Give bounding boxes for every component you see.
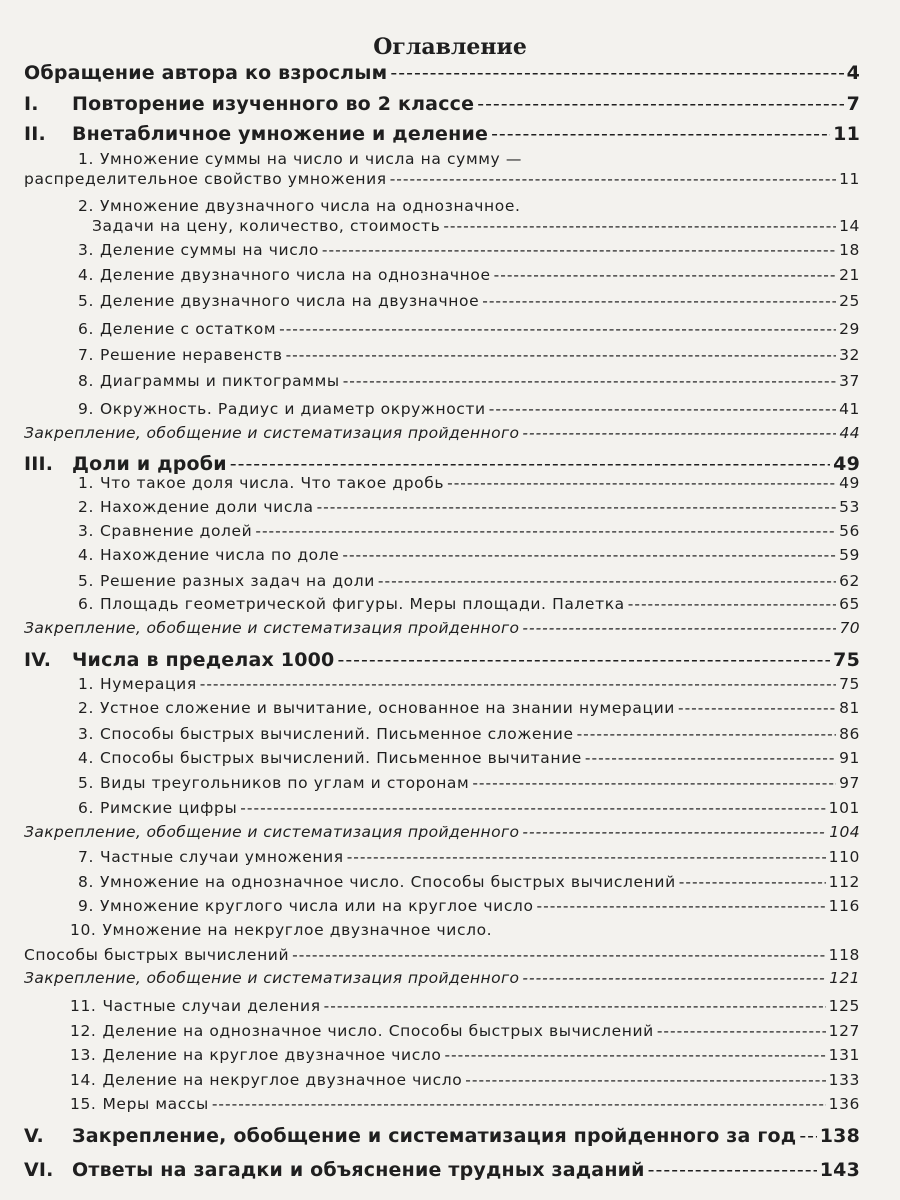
dot-leader <box>200 677 836 693</box>
toc-entry[interactable] <box>78 243 860 259</box>
toc-entry-title: Способы быстрых вычислений. Письменное вычитание <box>100 749 582 767</box>
dot-leader <box>322 243 836 259</box>
toc-entry[interactable] <box>78 548 860 564</box>
toc-entry-number: 6. <box>78 799 94 817</box>
dot-leader <box>628 597 836 613</box>
toc-entry[interactable] <box>78 294 860 310</box>
toc-entry-title: Доли и дроби <box>72 453 227 475</box>
toc-entry-title: Способы быстрых вычислений. Письменное сложение <box>100 725 574 743</box>
toc-entry-title: Закрепление, обобщение и систематизация пройденного <box>24 619 520 637</box>
toc-entry-page: 59 <box>839 546 860 564</box>
toc-entry-title: Закрепление, обобщение и систематизация пройденного <box>24 969 520 987</box>
toc-entry-page: 7 <box>846 93 860 115</box>
dot-leader <box>342 548 836 564</box>
toc-entry-page: 44 <box>839 424 860 442</box>
toc-entry[interactable] <box>24 172 860 188</box>
toc-entry-title: Числа в пределах 1000 <box>72 649 335 671</box>
dot-leader <box>472 776 836 792</box>
dot-leader <box>477 95 843 114</box>
dot-leader <box>679 875 826 891</box>
toc-entry[interactable] <box>78 899 860 915</box>
dot-leader <box>648 1161 817 1180</box>
toc-entry-page: 110 <box>828 848 860 866</box>
dot-leader <box>465 1073 825 1089</box>
toc-entry-page: 29 <box>839 320 860 338</box>
toc-entry-number: VI. <box>24 1159 54 1181</box>
toc-entry[interactable] <box>24 455 860 474</box>
toc-entry-page: 143 <box>819 1159 860 1181</box>
dot-leader <box>657 1024 826 1040</box>
toc-entry-number: 1. <box>78 675 94 693</box>
toc-entry-title: распределительное свойство умножения <box>24 170 387 188</box>
toc-entry-page: 86 <box>839 725 860 743</box>
toc-entry-title: Сравнение долей <box>100 522 253 540</box>
dot-leader <box>482 294 836 310</box>
toc-entry-number: 6. <box>78 595 94 613</box>
dot-leader <box>279 322 836 338</box>
toc-entry-number: 5. <box>78 292 94 310</box>
toc-entry-title: Окружность. Радиус и диаметр окружности <box>100 400 486 418</box>
toc-entry-page: 41 <box>839 400 860 418</box>
toc-entry-number: 3. <box>78 522 94 540</box>
toc-entry-number: 7. <box>78 346 94 364</box>
toc-entry-page: 75 <box>839 675 860 693</box>
toc-entry-page: 112 <box>828 873 860 891</box>
toc-entry-title: Деление на круглое двузначное число <box>102 1046 442 1064</box>
toc-entry[interactable] <box>78 751 860 767</box>
toc-entry-page: 131 <box>828 1046 860 1064</box>
toc-entry-page: 97 <box>839 774 860 792</box>
toc-entry-title: Умножение круглого числа или на круглое число <box>100 897 534 915</box>
toc-entry[interactable] <box>70 999 860 1015</box>
toc-entry-page: 75 <box>833 649 860 671</box>
toc-entry-page: 14 <box>839 217 860 235</box>
toc-entry[interactable] <box>78 199 860 215</box>
dot-leader <box>286 348 836 364</box>
toc-entry-page: 11 <box>833 123 860 145</box>
toc-entry-number: 8. <box>78 873 94 891</box>
dot-leader <box>230 455 830 474</box>
toc-entry-number: 2. <box>78 699 94 717</box>
toc-entry-title: Способы быстрых вычислений <box>24 946 290 964</box>
toc-entry-number: 13. <box>70 1046 97 1064</box>
dot-leader <box>240 801 825 817</box>
toc-entry[interactable] <box>70 1024 860 1040</box>
toc-entry[interactable] <box>78 402 860 418</box>
toc-entry-title: Нахождение доли числа <box>100 498 314 516</box>
dot-leader <box>292 948 825 964</box>
toc-entry-page: 49 <box>839 474 860 492</box>
toc-entry-page: 21 <box>839 266 860 284</box>
toc-entry-number: III. <box>24 453 54 475</box>
toc-entry-number: 15. <box>70 1095 97 1113</box>
toc-entry-page: 37 <box>839 372 860 390</box>
dot-leader <box>522 621 836 637</box>
toc-entry-title: Нахождение числа по доле <box>100 546 340 564</box>
toc-entry[interactable] <box>78 701 860 717</box>
toc-entry[interactable] <box>24 426 860 442</box>
toc-entry-page: 133 <box>828 1071 860 1089</box>
toc-entry[interactable] <box>70 1048 860 1064</box>
toc-entry-number: 4. <box>78 266 94 284</box>
toc-entry-title: Ответы на загадки и объяснение трудных заданий <box>72 1159 645 1181</box>
dot-leader <box>494 268 836 284</box>
toc-entry-title: Закрепление, обобщение и систематизация пройденного <box>24 424 520 442</box>
toc-entry-page: 70 <box>839 619 860 637</box>
toc-entry-number: 9. <box>78 400 94 418</box>
toc-entry[interactable] <box>78 850 860 866</box>
toc-entry-title: Деление суммы на число <box>100 241 319 259</box>
toc-entry-title: Меры массы <box>102 1095 209 1113</box>
toc-entry[interactable] <box>78 776 860 792</box>
toc-entry-title: Что такое доля числа. Что такое дробь <box>100 474 445 492</box>
dot-leader <box>324 999 826 1015</box>
toc-entry[interactable] <box>24 825 860 841</box>
toc-entry-number: 1. <box>78 474 94 492</box>
toc-entry-title: Задачи на цену, количество, стоимость <box>92 217 441 235</box>
toc-entry-number: 2. <box>78 197 94 215</box>
dot-leader <box>522 971 826 987</box>
toc-entry-page: 121 <box>829 969 860 987</box>
dot-leader <box>577 727 836 743</box>
toc-entry-number: 11. <box>70 997 97 1015</box>
toc-entry-number: 4. <box>78 749 94 767</box>
toc-entry[interactable] <box>78 476 860 492</box>
toc-entry-title: Внетабличное умножение и деление <box>72 123 489 145</box>
dot-leader <box>255 524 836 540</box>
toc-entry-page: 18 <box>839 241 860 259</box>
dot-leader <box>317 500 837 516</box>
toc-entry[interactable] <box>78 268 860 284</box>
toc-entry[interactable] <box>24 95 860 114</box>
dot-leader <box>678 701 836 717</box>
toc-entry-page: 125 <box>828 997 860 1015</box>
toc-entry-page: 4 <box>846 62 860 84</box>
toc-entry-title: Диаграммы и пиктограммы <box>100 372 340 390</box>
toc-entry-number: 14. <box>70 1071 97 1089</box>
toc-entry-title: Умножение на однозначное число. Способы быстрых вычислений <box>100 873 676 891</box>
dot-leader <box>447 476 836 492</box>
toc-entry-number: V. <box>24 1125 44 1147</box>
toc-entry-title: Умножение двузначного числа на однозначное. <box>100 197 521 215</box>
dot-leader <box>212 1097 826 1113</box>
toc-entry[interactable] <box>78 374 860 390</box>
toc-entry-number: 2. <box>78 498 94 516</box>
dot-leader <box>390 64 843 83</box>
toc-entry-title: Деление на однозначное число. Способы быстрых вычислений <box>102 1022 654 1040</box>
toc-entry-number: 5. <box>78 572 94 590</box>
toc-entry[interactable] <box>78 500 860 516</box>
toc-entry[interactable] <box>24 125 860 144</box>
toc-entry-number: 9. <box>78 897 94 915</box>
toc-entry-title: Закрепление, обобщение и систематизация пройденного <box>24 823 520 841</box>
toc-entry-title: Решение разных задач на доли <box>100 572 375 590</box>
toc-entry-title: Деление с остатком <box>100 320 277 338</box>
toc-entry-page: 11 <box>839 170 860 188</box>
toc-entry[interactable] <box>78 152 860 168</box>
dot-leader <box>337 651 830 670</box>
toc-entry-title: Обращение автора ко взрослым <box>24 62 388 84</box>
dot-leader <box>347 850 826 866</box>
toc-entry-page: 81 <box>839 699 860 717</box>
toc-entry-title: Римские цифры <box>100 799 238 817</box>
toc-entry-title: Умножение суммы на число и числа на сумму — <box>100 150 522 168</box>
toc-entry-page: 118 <box>828 946 860 964</box>
toc-entry[interactable] <box>78 875 860 891</box>
toc-entry-page: 104 <box>829 823 860 841</box>
toc-entry-page: 62 <box>839 572 860 590</box>
toc-entry[interactable] <box>24 651 860 670</box>
toc-entry-page: 25 <box>839 292 860 310</box>
toc-entry-number: 7. <box>78 848 94 866</box>
toc-entry-number: 8. <box>78 372 94 390</box>
dot-leader <box>444 1048 825 1064</box>
toc-entry[interactable] <box>78 597 860 613</box>
dot-leader <box>522 426 836 442</box>
toc-entry-page: 49 <box>833 453 860 475</box>
toc-entry-number: 10. <box>70 921 97 939</box>
toc-entry-page: 65 <box>839 595 860 613</box>
toc-entry-title: Закрепление, обобщение и систематизация пройденного за год <box>72 1125 797 1147</box>
toc-entry-title: Решение неравенств <box>100 346 283 364</box>
toc-entry[interactable] <box>24 948 860 964</box>
toc-entry[interactable] <box>78 677 860 693</box>
toc-entry[interactable] <box>70 923 860 939</box>
dot-leader <box>489 402 836 418</box>
toc-entry[interactable] <box>78 574 860 590</box>
toc-entry-title: Умножение на некруглое двузначное число. <box>102 921 493 939</box>
toc-entry-number: 3. <box>78 241 94 259</box>
toc-entry[interactable] <box>70 1097 860 1113</box>
toc-entry-number: 5. <box>78 774 94 792</box>
toc-entry[interactable] <box>78 322 860 338</box>
toc-entry-number: 4. <box>78 546 94 564</box>
toc-entry-number: II. <box>24 123 46 145</box>
toc-entry-title: Устное сложение и вычитание, основанное на знании нумерации <box>100 699 675 717</box>
toc-entry[interactable] <box>78 348 860 364</box>
toc-entry-title: Частные случаи деления <box>102 997 321 1015</box>
toc-entry[interactable] <box>24 64 860 83</box>
dot-leader <box>443 219 836 235</box>
toc-entry[interactable] <box>24 971 860 987</box>
toc-entry-page: 138 <box>819 1125 860 1147</box>
toc-entry[interactable] <box>24 621 860 637</box>
toc-entry-page: 116 <box>828 897 860 915</box>
toc-entry-title: Частные случаи умножения <box>100 848 344 866</box>
toc-entry-title: Нумерация <box>100 675 197 693</box>
toc-entry-title: Деление двузначного числа на двузначное <box>100 292 480 310</box>
toc-entry-title: Деление двузначного числа на однозначное <box>100 266 491 284</box>
dot-leader <box>537 899 826 915</box>
toc-entry-number: I. <box>24 93 39 115</box>
dot-leader <box>343 374 836 390</box>
toc-entry-page: 56 <box>839 522 860 540</box>
dot-leader <box>585 751 836 767</box>
toc-entry-page: 53 <box>839 498 860 516</box>
dot-leader <box>378 574 836 590</box>
toc-entry-page: 101 <box>828 799 860 817</box>
toc-entry-title: Повторение изученного во 2 классе <box>72 93 475 115</box>
dot-leader <box>491 125 830 144</box>
toc-entry-title: Деление на некруглое двузначное число <box>102 1071 463 1089</box>
toc-entry-number: 1. <box>78 150 94 168</box>
toc-title: Оглавление <box>373 34 527 60</box>
toc-entry-number: 12. <box>70 1022 97 1040</box>
toc-entry-number: 3. <box>78 725 94 743</box>
toc-entry[interactable] <box>78 801 860 817</box>
toc-entry[interactable] <box>24 1161 860 1180</box>
toc-entry[interactable] <box>70 1073 860 1089</box>
dot-leader <box>522 825 826 841</box>
toc-entry[interactable] <box>24 1127 860 1146</box>
toc-entry-page: 91 <box>839 749 860 767</box>
toc-entry-page: 127 <box>828 1022 860 1040</box>
toc-entry-number: 6. <box>78 320 94 338</box>
toc-entry-number: IV. <box>24 649 52 671</box>
toc-entry-page: 32 <box>839 346 860 364</box>
toc-entry-title: Площадь геометрической фигуры. Меры площади. Палетка <box>100 595 625 613</box>
toc-entry[interactable] <box>92 219 860 235</box>
dot-leader <box>390 172 836 188</box>
toc-entry-page: 136 <box>828 1095 860 1113</box>
toc-entry[interactable] <box>78 524 860 540</box>
toc-entry-title: Виды треугольников по углам и сторонам <box>100 774 470 792</box>
toc-entry[interactable] <box>78 727 860 743</box>
dot-leader <box>799 1127 816 1146</box>
